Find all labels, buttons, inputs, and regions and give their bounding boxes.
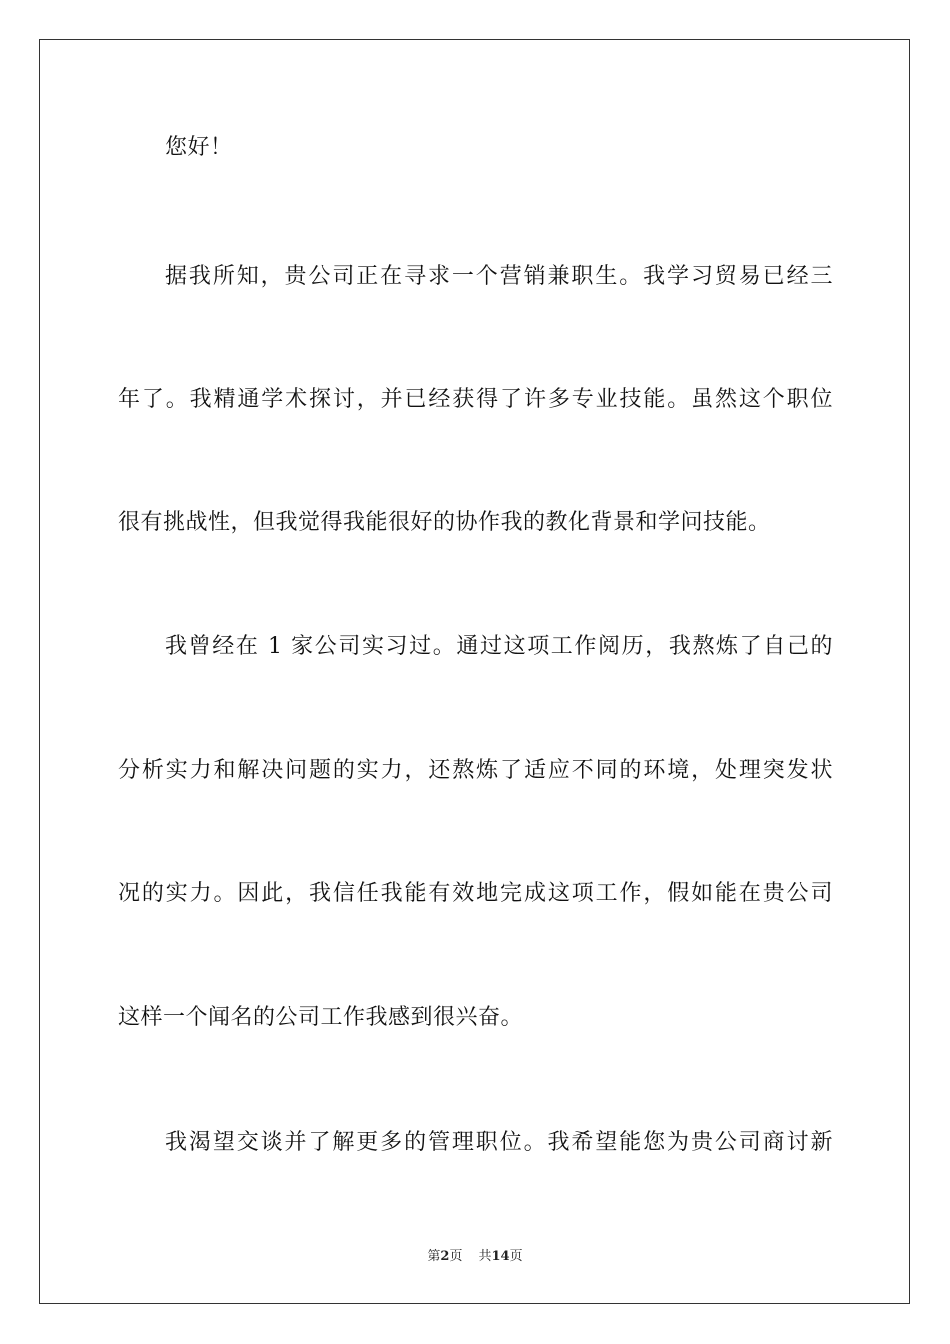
total-pages: 14 (491, 1249, 510, 1264)
paragraph-line: 很有挑战性，但我觉得我能很好的协作我的教化背景和学问技能。 (118, 510, 771, 535)
paragraph-line: 况的实力。因此，我信任我能有效地完成这项工作，假如能在贵公司 (118, 881, 833, 906)
greeting: 您好！ (165, 135, 233, 160)
paragraph-line: 这样一个闻名的公司工作我感到很兴奋。 (118, 1005, 524, 1030)
total-suffix: 页 (509, 1249, 523, 1264)
paragraph-line: 我曾经在 1 家公司实习过。通过这项工作阅历，我熬炼了自己的 (165, 634, 833, 659)
page-prefix: 第 (427, 1249, 441, 1264)
paragraph-line: 分析实力和解决问题的实力，还熬炼了适应不同的环境，处理突发状 (118, 758, 833, 783)
paragraph-line: 我渴望交谈并了解更多的管理职位。我希望能您为贵公司商讨新 (165, 1130, 833, 1155)
total-prefix: 共 (478, 1249, 492, 1264)
page-frame (39, 39, 910, 1304)
page-suffix: 页 (449, 1249, 463, 1264)
paragraph-line: 年了。我精通学术探讨，并已经获得了许多专业技能。虽然这个职位 (118, 387, 833, 412)
page-number: 2 (440, 1249, 450, 1264)
page-footer (0, 1248, 950, 1266)
paragraph-line: 据我所知，贵公司正在寻求一个营销兼职生。我学习贸易已经三 (165, 264, 833, 289)
